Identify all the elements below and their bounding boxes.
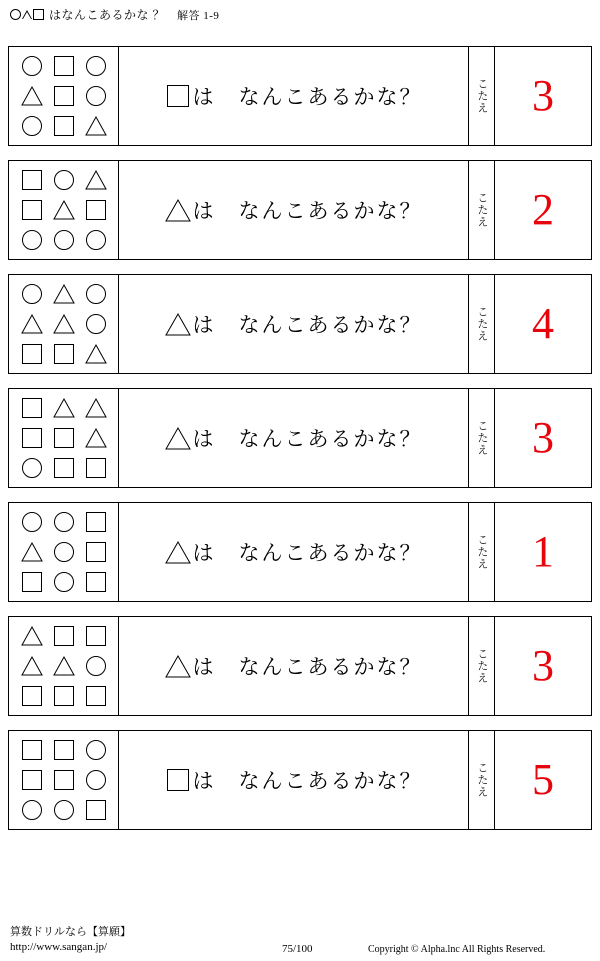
shape-slot bbox=[48, 681, 80, 711]
triangle-icon bbox=[21, 86, 43, 106]
shape-grid-row bbox=[16, 537, 112, 567]
shape-grid-row bbox=[16, 795, 112, 825]
shape-grid bbox=[9, 731, 119, 829]
shape-grid bbox=[9, 617, 119, 715]
question-text bbox=[165, 195, 423, 225]
square-icon bbox=[86, 512, 106, 532]
question-cell bbox=[119, 161, 469, 259]
shape-grid bbox=[9, 275, 119, 373]
shape-slot bbox=[48, 735, 80, 765]
page-subtitle: 解答 1-9 bbox=[177, 9, 220, 22]
shape-slot bbox=[16, 765, 48, 795]
square-icon bbox=[86, 686, 106, 706]
question-text bbox=[165, 537, 423, 567]
square-icon bbox=[86, 458, 106, 478]
shape-slot bbox=[48, 165, 80, 195]
answer-cell[interactable] bbox=[495, 389, 591, 487]
question-text bbox=[165, 423, 423, 453]
answer-label: こたえ bbox=[475, 420, 488, 456]
circle-icon bbox=[86, 56, 106, 76]
answer-value: 5 bbox=[532, 755, 554, 804]
shape-grid-row bbox=[16, 195, 112, 225]
shape-slot bbox=[16, 735, 48, 765]
shape-slot bbox=[48, 81, 80, 111]
page-number: 75/100 bbox=[282, 943, 313, 955]
shape-grid-row bbox=[16, 165, 112, 195]
shape-slot bbox=[80, 507, 112, 537]
question-label: は なんこあるかな？ bbox=[192, 427, 423, 451]
problem-row bbox=[8, 388, 592, 488]
shape-slot bbox=[80, 225, 112, 255]
triangle-icon bbox=[85, 398, 107, 418]
question-cell bbox=[119, 389, 469, 487]
circle-icon bbox=[54, 230, 74, 250]
shape-slot bbox=[80, 81, 112, 111]
circle-icon bbox=[54, 542, 74, 562]
square-icon bbox=[54, 56, 74, 76]
shape-slot bbox=[16, 453, 48, 483]
shape-grid-row bbox=[16, 111, 112, 141]
shape-slot bbox=[48, 651, 80, 681]
triangle-icon bbox=[22, 10, 32, 19]
footer-brand: 算数ドリルなら【算願】 bbox=[10, 926, 131, 939]
shape-slot bbox=[16, 279, 48, 309]
circle-icon bbox=[22, 56, 42, 76]
shape-slot bbox=[16, 567, 48, 597]
shape-slot bbox=[16, 621, 48, 651]
circle-icon bbox=[86, 656, 106, 676]
shape-slot bbox=[16, 507, 48, 537]
circle-icon bbox=[22, 458, 42, 478]
answer-label: こたえ bbox=[475, 306, 488, 342]
shape-grid-row bbox=[16, 279, 112, 309]
shape-slot bbox=[16, 111, 48, 141]
answer-label: こたえ bbox=[475, 192, 488, 228]
page-header bbox=[10, 6, 219, 23]
problem-row bbox=[8, 502, 592, 602]
question-cell bbox=[119, 731, 469, 829]
square-icon bbox=[54, 428, 74, 448]
answer-cell[interactable] bbox=[495, 47, 591, 145]
square-icon bbox=[22, 170, 42, 190]
shape-slot bbox=[80, 309, 112, 339]
shape-grid bbox=[9, 47, 119, 145]
triangle-icon bbox=[53, 284, 75, 304]
square-icon bbox=[54, 344, 74, 364]
shape-slot bbox=[48, 111, 80, 141]
square-icon bbox=[54, 770, 74, 790]
square-icon bbox=[22, 398, 42, 418]
question-label: は なんこあるかな？ bbox=[192, 85, 423, 109]
square-icon bbox=[54, 740, 74, 760]
square-icon bbox=[54, 458, 74, 478]
shape-slot bbox=[48, 507, 80, 537]
problem-row bbox=[8, 616, 592, 716]
square-icon bbox=[86, 800, 106, 820]
question-label: は なんこあるかな？ bbox=[192, 769, 423, 793]
shape-grid-row bbox=[16, 225, 112, 255]
triangle-icon bbox=[21, 542, 43, 562]
square-icon bbox=[22, 572, 42, 592]
shape-grid-row bbox=[16, 651, 112, 681]
answer-label-cell bbox=[469, 617, 495, 715]
shape-slot bbox=[80, 111, 112, 141]
shape-slot bbox=[80, 621, 112, 651]
problem-row bbox=[8, 274, 592, 374]
shape-slot bbox=[80, 681, 112, 711]
circle-icon bbox=[86, 284, 106, 304]
answer-value: 1 bbox=[532, 527, 554, 576]
question-label: は なんこあるかな？ bbox=[192, 313, 423, 337]
header-shape-icons bbox=[10, 9, 44, 20]
shape-grid-row bbox=[16, 567, 112, 597]
answer-cell[interactable] bbox=[495, 161, 591, 259]
shape-slot bbox=[80, 453, 112, 483]
shape-slot bbox=[16, 225, 48, 255]
page-title: はなんこあるかな ？ bbox=[49, 8, 166, 22]
circle-icon bbox=[54, 512, 74, 532]
shape-grid-row bbox=[16, 507, 112, 537]
shape-slot bbox=[16, 165, 48, 195]
problem-row bbox=[8, 730, 592, 830]
shape-slot bbox=[80, 393, 112, 423]
circle-icon bbox=[22, 800, 42, 820]
question-cell bbox=[119, 47, 469, 145]
circle-icon bbox=[86, 740, 106, 760]
square-icon bbox=[86, 200, 106, 220]
shape-slot bbox=[16, 195, 48, 225]
square-icon bbox=[33, 9, 44, 20]
question-text bbox=[165, 651, 423, 681]
circle-icon bbox=[22, 512, 42, 532]
question-cell bbox=[119, 275, 469, 373]
circle-icon bbox=[54, 800, 74, 820]
shape-grid-row bbox=[16, 621, 112, 651]
triangle-icon bbox=[85, 170, 107, 190]
shape-slot bbox=[16, 537, 48, 567]
circle-icon bbox=[22, 230, 42, 250]
triangle-icon bbox=[21, 626, 43, 646]
question-triangle-icon bbox=[165, 426, 191, 450]
shape-slot bbox=[48, 195, 80, 225]
square-icon bbox=[22, 428, 42, 448]
square-icon bbox=[22, 770, 42, 790]
question-label: は なんこあるかな？ bbox=[192, 199, 423, 223]
problem-row bbox=[8, 46, 592, 146]
shape-slot bbox=[48, 765, 80, 795]
answer-cell[interactable] bbox=[495, 731, 591, 829]
shape-slot bbox=[80, 795, 112, 825]
circle-icon bbox=[10, 9, 21, 20]
shape-slot bbox=[80, 735, 112, 765]
question-triangle-icon bbox=[165, 312, 191, 336]
triangle-icon bbox=[21, 656, 43, 676]
square-icon bbox=[54, 686, 74, 706]
answer-value: 3 bbox=[532, 71, 554, 120]
answer-cell[interactable] bbox=[495, 275, 591, 373]
answer-label-cell bbox=[469, 161, 495, 259]
shape-slot bbox=[80, 567, 112, 597]
shape-slot bbox=[48, 51, 80, 81]
square-icon bbox=[22, 686, 42, 706]
shape-slot bbox=[48, 567, 80, 597]
answer-cell[interactable] bbox=[495, 617, 591, 715]
question-triangle-icon bbox=[165, 198, 191, 222]
answer-label-cell bbox=[469, 731, 495, 829]
answer-label: こたえ bbox=[475, 762, 488, 798]
answer-value: 3 bbox=[532, 641, 554, 690]
shape-slot bbox=[16, 393, 48, 423]
shape-grid-row bbox=[16, 453, 112, 483]
triangle-icon bbox=[85, 344, 107, 364]
answer-label-cell bbox=[469, 389, 495, 487]
shape-slot bbox=[80, 165, 112, 195]
shape-grid-row bbox=[16, 681, 112, 711]
shape-slot bbox=[48, 795, 80, 825]
shape-grid-row bbox=[16, 735, 112, 765]
triangle-icon bbox=[53, 314, 75, 334]
shape-slot bbox=[48, 453, 80, 483]
answer-label: こたえ bbox=[475, 648, 488, 684]
shape-slot bbox=[80, 279, 112, 309]
shape-slot bbox=[80, 537, 112, 567]
answer-label: こたえ bbox=[475, 78, 488, 114]
circle-icon bbox=[86, 770, 106, 790]
shape-grid-row bbox=[16, 309, 112, 339]
shape-slot bbox=[48, 279, 80, 309]
answer-value: 2 bbox=[532, 185, 554, 234]
answer-value: 4 bbox=[532, 299, 554, 348]
shape-grid-row bbox=[16, 765, 112, 795]
shape-slot bbox=[16, 81, 48, 111]
shape-slot bbox=[16, 651, 48, 681]
answer-cell[interactable] bbox=[495, 503, 591, 601]
square-icon bbox=[54, 86, 74, 106]
question-text bbox=[165, 765, 423, 795]
triangle-icon bbox=[85, 428, 107, 448]
question-text bbox=[165, 81, 423, 111]
circle-icon bbox=[86, 230, 106, 250]
square-icon bbox=[22, 740, 42, 760]
shape-slot bbox=[80, 651, 112, 681]
shape-slot bbox=[16, 795, 48, 825]
problem-list bbox=[8, 46, 592, 844]
shape-slot bbox=[16, 51, 48, 81]
square-icon bbox=[86, 572, 106, 592]
square-icon bbox=[86, 626, 106, 646]
answer-label: こたえ bbox=[475, 534, 488, 570]
shape-grid bbox=[9, 161, 119, 259]
shape-slot bbox=[48, 309, 80, 339]
problem-row bbox=[8, 160, 592, 260]
circle-icon bbox=[22, 116, 42, 136]
answer-label-cell bbox=[469, 47, 495, 145]
answer-label-cell bbox=[469, 275, 495, 373]
square-icon bbox=[22, 344, 42, 364]
footer-left bbox=[10, 925, 131, 955]
question-triangle-icon bbox=[165, 540, 191, 564]
triangle-icon bbox=[21, 314, 43, 334]
triangle-icon bbox=[53, 200, 75, 220]
shape-grid bbox=[9, 503, 119, 601]
shape-grid-row bbox=[16, 51, 112, 81]
shape-slot bbox=[48, 393, 80, 423]
square-icon bbox=[86, 542, 106, 562]
footer-url[interactable]: http://www.sangan.jp/ bbox=[10, 941, 108, 954]
shape-slot bbox=[48, 339, 80, 369]
shape-slot bbox=[80, 339, 112, 369]
question-label: は なんこあるかな？ bbox=[192, 541, 423, 565]
circle-icon bbox=[54, 572, 74, 592]
question-triangle-icon bbox=[165, 654, 191, 678]
answer-label-cell bbox=[469, 503, 495, 601]
square-icon bbox=[54, 116, 74, 136]
shape-grid-row bbox=[16, 423, 112, 453]
question-cell bbox=[119, 503, 469, 601]
question-cell bbox=[119, 617, 469, 715]
copyright-text: Copyright © Alpha.lnc All Rights Reserved. bbox=[368, 944, 546, 955]
shape-grid-row bbox=[16, 339, 112, 369]
shape-slot bbox=[16, 309, 48, 339]
shape-grid bbox=[9, 389, 119, 487]
shape-slot bbox=[80, 51, 112, 81]
shape-slot bbox=[16, 681, 48, 711]
shape-slot bbox=[80, 195, 112, 225]
circle-icon bbox=[22, 284, 42, 304]
shape-slot bbox=[16, 423, 48, 453]
shape-slot bbox=[48, 423, 80, 453]
triangle-icon bbox=[53, 398, 75, 418]
circle-icon bbox=[86, 314, 106, 334]
question-text bbox=[165, 309, 423, 339]
shape-slot bbox=[80, 765, 112, 795]
square-icon bbox=[54, 626, 74, 646]
shape-grid-row bbox=[16, 393, 112, 423]
answer-value: 3 bbox=[532, 413, 554, 462]
square-icon bbox=[22, 200, 42, 220]
circle-icon bbox=[86, 86, 106, 106]
question-square-icon bbox=[165, 768, 191, 792]
shape-grid-row bbox=[16, 81, 112, 111]
shape-slot bbox=[48, 621, 80, 651]
circle-icon bbox=[54, 170, 74, 190]
shape-slot bbox=[48, 537, 80, 567]
shape-slot bbox=[48, 225, 80, 255]
question-square-icon bbox=[165, 84, 191, 108]
question-label: は なんこあるかな？ bbox=[192, 655, 423, 679]
shape-slot bbox=[16, 339, 48, 369]
triangle-icon bbox=[85, 116, 107, 136]
shape-slot bbox=[80, 423, 112, 453]
triangle-icon bbox=[53, 656, 75, 676]
